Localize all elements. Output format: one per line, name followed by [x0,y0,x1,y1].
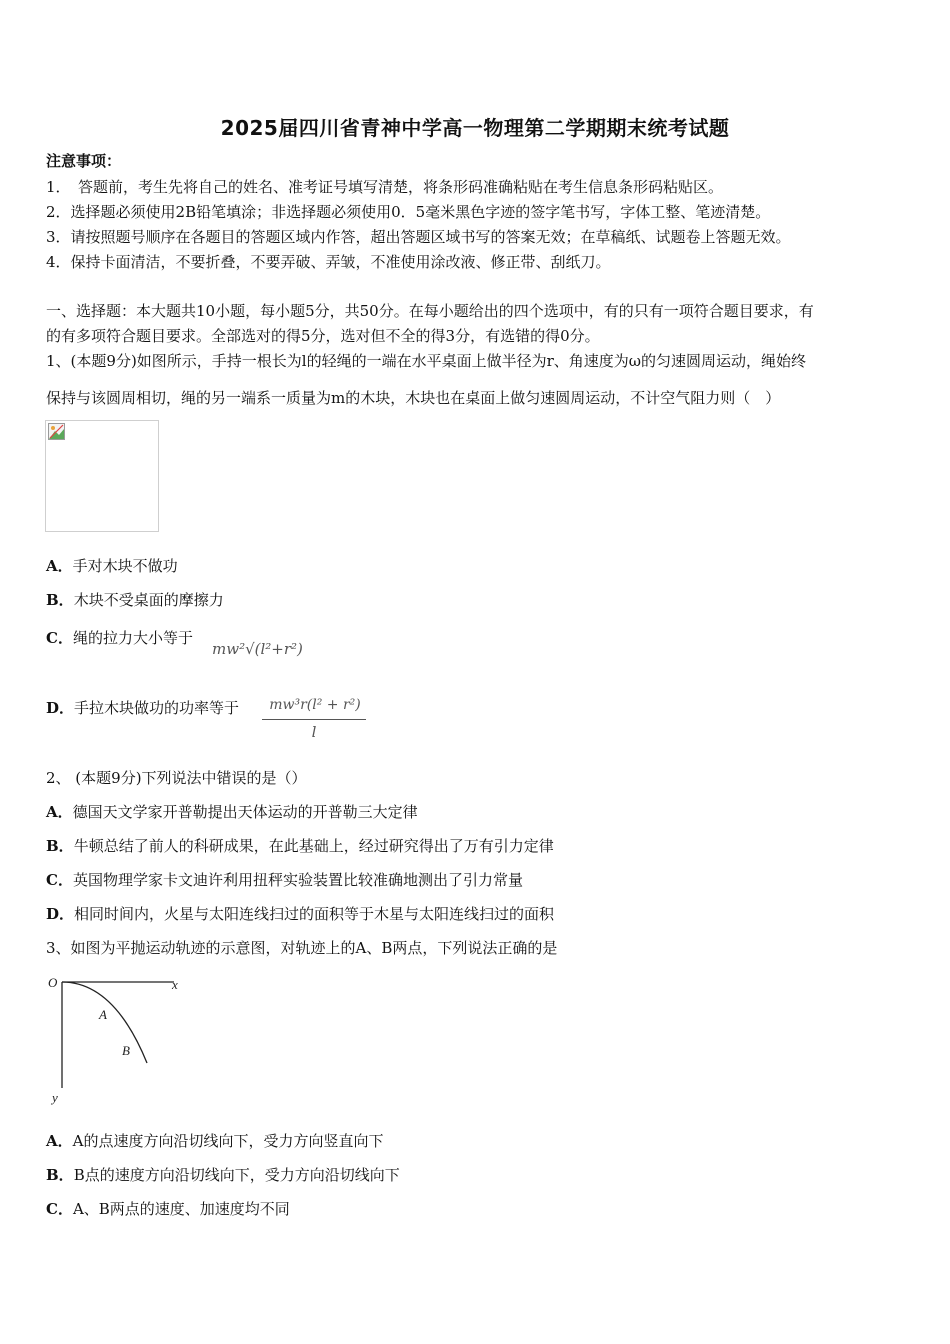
notice-item: 4．保持卡面清洁，不要折叠，不要弄破、弄皱，不准使用涂改液、修正带、刮纸刀。 [46,253,611,271]
option-label: C． [46,1200,73,1218]
formula-c: mw²√(l²+r²) [212,640,303,658]
point-b-label: B [122,1043,130,1058]
option-label: A． [46,557,73,575]
question-3-option-c [46,1199,290,1219]
option-text: A、B两点的速度、加速度均不同 [72,1200,290,1218]
notice-item: 2．选择题必须使用2B铅笔填涂；非选择题必须使用0．5毫米黑色字迹的签字笔书写，字体工整、笔迹清楚。 [46,203,771,221]
question-2-option-a [46,802,418,822]
option-label: C． [46,871,73,889]
option-label: D． [46,905,75,923]
question-2-option-d [46,904,554,924]
option-text: 德国天文学家开普勒提出天体运动的开普勒三大定律 [72,803,418,821]
projectile-trajectory-figure [44,970,189,1110]
option-label: B． [46,1166,74,1184]
option-text: 手对木块不做功 [72,557,178,575]
option-label: D． [46,699,75,717]
x-axis-label: x [172,977,178,992]
question-1-option-d [46,698,239,718]
option-label: B． [46,591,74,609]
option-text: B点的速度方向沿切线向下，受力方向沿切线向下 [73,1166,400,1184]
question-2-option-b [46,836,554,856]
question-3-option-b [46,1165,400,1185]
option-label: B． [46,837,74,855]
point-a-label: A [99,1007,107,1022]
question-3-option-a [46,1131,383,1151]
notice-item: 3．请按照题号顺序在各题目的答题区域内作答，超出答题区域书写的答案无效；在草稿纸、试题卷上答题无效。 [46,228,791,246]
question-2-option-c [46,870,523,890]
option-text: 手拉木块做功的功率等于 [74,699,240,717]
option-text: 牛顿总结了前人的科研成果，在此基础上，经过研究得出了万有引力定律 [73,837,554,855]
question-1-stem: 保持与该圆周相切，绳的另一端系一质量为m的木块，木块也在桌面上做匀速圆周运动，不计空气阻力则（ ） [46,389,781,407]
option-text: 木块不受桌面的摩擦力 [73,591,224,609]
question-2-stem: 2、 (本题9分)下列说法中错误的是（） [46,769,307,787]
formula-d-denominator: l [311,723,317,741]
question-1-figure-placeholder [45,420,159,532]
option-label: A． [46,1132,73,1150]
question-1-option-a [46,556,178,576]
formula-d-fraction-bar [262,719,366,720]
formula-d-numerator: mw³r(l² + r²) [269,697,361,713]
section-intro-line: 的有多项符合题目要求。全部选对的得5分，选对但不全的得3分，有选错的得0分。 [46,327,600,345]
question-1-option-b [46,590,224,610]
section-intro-line: 一、选择题：本大题共10小题，每小题5分，共50分。在每小题给出的四个选项中，有的只有一项符合题目要求，有 [46,302,814,320]
broken-image-icon [48,423,65,440]
notice-item: 1． 答题前，考生先将自己的姓名、准考证号填写清楚，将条形码准确粘贴在考生信息条形码粘贴区。 [46,178,724,196]
option-text: A的点速度方向沿切线向下，受力方向竖直向下 [72,1132,384,1150]
option-text: 相同时间内，火星与太阳连线扫过的面积等于木星与太阳连线扫过的面积 [74,905,555,923]
notice-heading: 注意事项： [46,152,122,170]
page-title: 2025届四川省青神中学高一物理第二学期期末统考试题 [220,116,730,140]
option-label: C． [46,629,73,647]
trajectory-curve [62,982,147,1063]
question-1-option-c [46,628,193,648]
option-label: A． [46,803,73,821]
question-1-stem: 1、(本题9分)如图所示，手持一根长为l的轻绳的一端在水平桌面上做半径为r、角速度为ω的匀速圆周运动，绳始终 [46,352,806,370]
question-3-stem: 3、如图为平抛运动轨迹的示意图，对轨迹上的A、B两点，下列说法正确的是 [46,939,558,957]
option-text: 绳的拉力大小等于 [72,629,193,647]
origin-label: O [48,975,58,990]
option-text: 英国物理学家卡文迪许利用扭秤实验装置比较准确地测出了引力常量 [72,871,523,889]
y-axis-label: y [52,1090,58,1105]
